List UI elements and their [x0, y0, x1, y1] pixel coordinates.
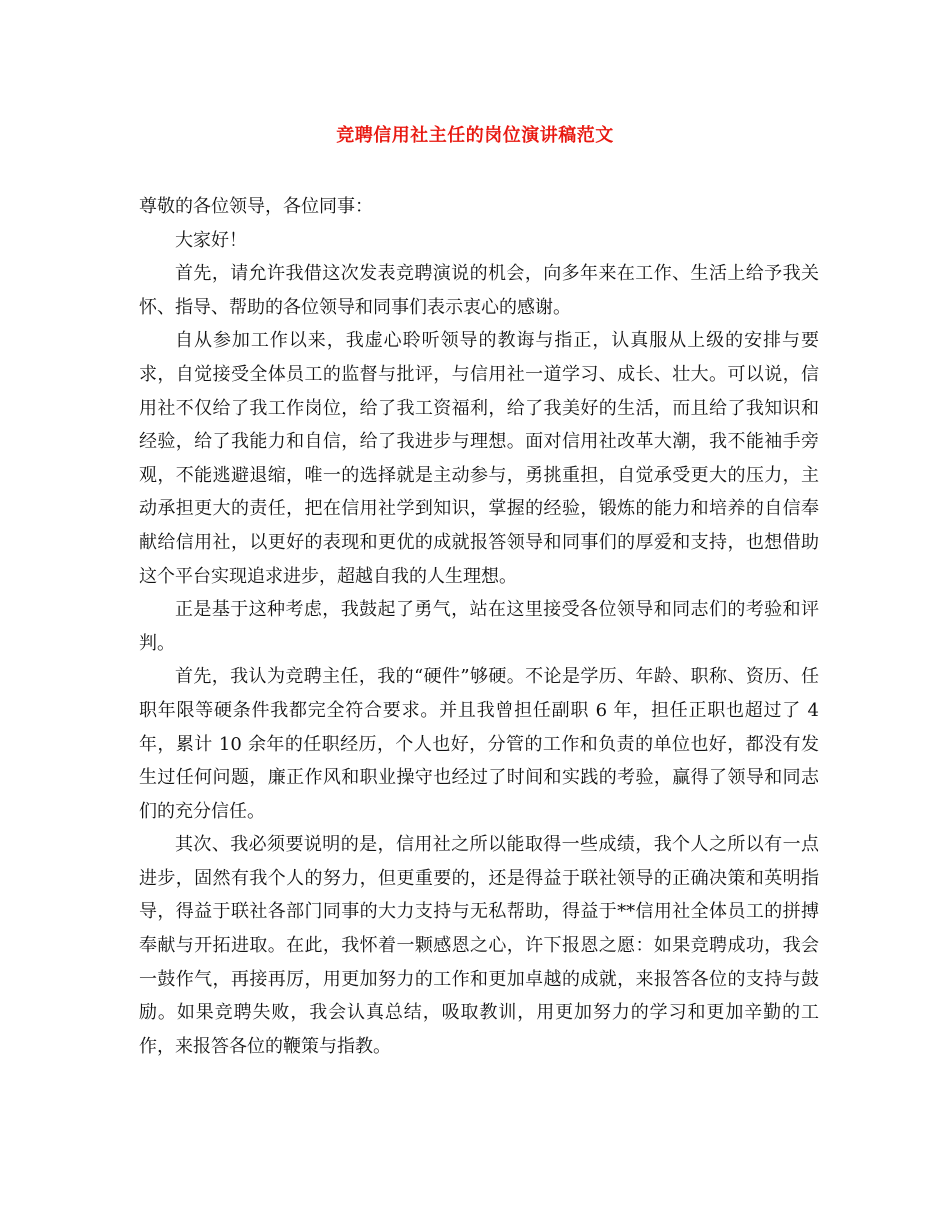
- document-body: [139, 190, 819, 1063]
- paragraph-background: 自从参加工作以来，我虚心聆听领导的教诲与指正，认真服从上级的安排与要求，自觉接受全体员工的监督与批评，与信用社一道学习、成长、壮大。可以说，信用社不仅给了我工作岗位，给了我工资福利，给了我美好的生活，而且给了我知识和经验，给了我能力和自信，给了我进步与理想。面对信用社改革大潮，我不能袖手旁观，不能逃避退缩，唯一的选择就是主动参与，勇挑重担，自觉承受更大的压力，主动承担更大的责任，把在信用社学到知识，掌握的经验，锻炼的能力和培养的自信奉献给信用社，以更好的表现和更优的成就报答领导和同事们的厚爱和支持，也想借助这个平台实现追求进步，超越自我的人生理想。: [139, 330, 819, 587]
- document-title: 竞聘信用社主任的岗位演讲稿范文: [336, 125, 614, 146]
- paragraph-motivation: 正是基于这种考虑，我鼓起了勇气，站在这里接受各位领导和同志们的考验和评判。: [139, 599, 819, 654]
- paragraph-gratitude-commitment: 其次、我必须要说明的是，信用社之所以能取得一些成绩，我个人之所以有一点进步，固然有我个人的努力，但更重要的，还是得益于联社领导的正确决策和英明指导，得益于联社各部门同事的大力支持与无私帮助，得益于**信用社全体员工的拼搏奉献与开拓进取。在此，我怀着一颗感恩之心，许下报恩之愿：如果竞聘成功，我会一鼓作气，再接再厉，用更加努力的工作和更加卓越的成就，来报答各位的支持与鼓励。如果竞聘失败，我会认真总结，吸取教训，用更加努力的学习和更加辛勤的工作，来报答各位的鞭策与指教。: [139, 834, 819, 1057]
- paragraph-greeting: 大家好！: [175, 229, 247, 251]
- salutation: 尊敬的各位领导，各位同事：: [139, 196, 373, 217]
- paragraph-qualifications: 首先，我认为竞聘主任，我的“硬件”够硬。不论是学历、年龄、职称、资历、任职年限等硬条件我都完全符合要求。并且我曾担任副职 6 年，担任正职也超过了 4 年，累计 10 余年的任职经历，个人也好，分管的工作和负责的单位也好，都没有发生过任何问题，廉正作风和职业操守也经过了时间和实践的考验，赢得了领导和同志们的充分信任。: [139, 666, 819, 822]
- paragraph-thanks: 首先，请允许我借这次发表竞聘演说的机会，向多年来在工作、生活上给予我关怀、指导、帮助的各位领导和同事们表示衷心的感谢。: [139, 263, 819, 318]
